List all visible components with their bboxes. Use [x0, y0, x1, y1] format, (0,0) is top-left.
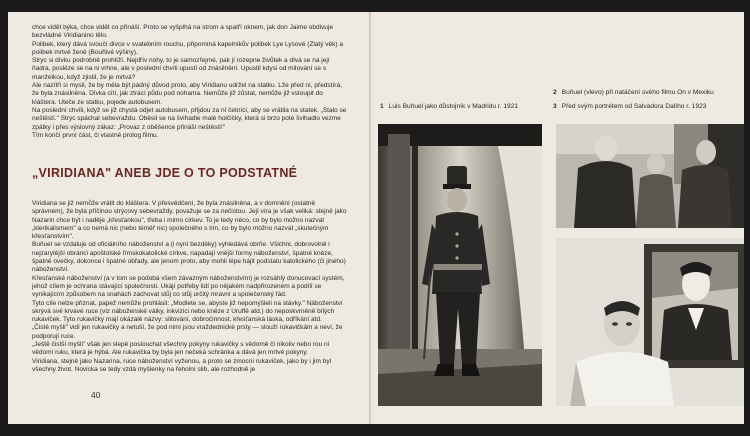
caption-number: 2 [553, 89, 557, 96]
paragraph: Viridiana se již nemůže vrátit do kláštera. V přesvědčení, že byla znásilněna, a v domnění (ostatně správném), že byla příčinou strýcovy sebevraždy, považuje se za nečistou. Její víra je však veliká: stejně jako Nazarin chce být i naděje „křesťankou", třeba i mimo církev. To je tedy něco, co by bylo možno nazvat „klerikalismem" a co nemá nic (nebo téměř nic) společného s tím, co by bylo možno nazvat „skutečným křesťanstvím". [32, 200, 347, 241]
photo-film-set [556, 124, 744, 228]
section-heading: „VIRIDIANA" ANEB JDE O TO PODSTATNÉ [32, 166, 298, 180]
paragraph: Tím končí první část, či vlastně prolog filmu. [32, 131, 159, 139]
caption-text: Luis Buňuel jako důstojník v Madridu r. 1921 [388, 103, 519, 110]
caption-3 [553, 102, 748, 111]
paragraph: chce vidět býka, chce vidět co přináší. Proto se vyšplhá na strom a spatří oknem, jak don Jaime obdivuje bezvládné Viridianino tělo. [32, 24, 333, 40]
paragraph: Na poslední chvíli, když se již chystá odjet autobusem, přijdou za ní četníci, aby se vrátila na statek. „Stalo se neštěstí." Stryc spáchal sebevraždu. Oběsil se na švihadle malé holčičky, která si brzo poté švihadlo vezme zpátky i přes výslovný zákaz: „Provaz z oběšence přináší neštěstí!" [32, 106, 347, 131]
caption-2 [553, 88, 748, 97]
paragraph: Buňuel se vzdaluje od oficiálního náboženství a (i nyní bezděky) vyhledává obrňe. Všichni, dobrovolně i nejzarytější obránci apoštolské římskokatolické církve, napadají vnější formy náboženství, špatné kněze, špatné ovečky, dokonce i špatné obřady, ale jenom proto, aby mohli lépe hájit podstatu katolického (či jiného) náboženství. [32, 241, 346, 274]
photo-officer-madrid [378, 124, 542, 406]
paragraph: Polibek, který dává svoučí dívce v svatebním rouchu, připomíná kapelníkův polibek Lye Lysové (Zlatý věk) a polibek mrtvé ženě (Bouřlivé výšiny). [32, 40, 343, 56]
body-text-block [32, 200, 348, 374]
paragraph: Ale nazítří si myslí, že by měla být pádný důvod proto, aby Viridianu udržel na statku. Lže před ní, předstírá, že byla znásilněna. Dívka cítí, jak ztrácí půdu pod nohama. Nemůže již zůstat, nemůže již vstoupit do kláštera. Uteče ze statku, pojede autobusem. [32, 82, 342, 106]
paragraph: „Čisté myšli" vidí jen rukavičky a netuší, že pod nimi jsou vraždednické prsty — slouží rukavičkám a neví, že podporují ruce. [32, 324, 343, 340]
caption-1 [380, 102, 545, 111]
caption-text: Buňuel (vlevo) při natáčení svého filmu On v Mexiku [561, 89, 714, 96]
top-text-block [32, 24, 348, 140]
paragraph: „Ještě čistší myšli" však jen slepě poslouchat všechny pokyny rukavičky s vědomě či nikoliv nebo rou ni vědomí ruku, která je hýbá. Ale rukavička by byla jen nečeká schránka a dává jen mrtvé pokyny. [32, 341, 330, 357]
paragraph: Tyto cíle nelze přiznat, papež nemůže prohlásit: „Modlete se, abyste již nepomýšleli na stávky." Náboženství skrývá své krvavé ruce (viz náboženské války, inkvizici nebo kněze z Uruffé atd.) do neposkvrněně bílých rukaviček. Tyto rukavičky mají okázalé názvy: slitování, dobročinnost, křesťanská láska, odříkání atd. [32, 299, 343, 324]
page-number: 40 [91, 390, 101, 400]
paragraph: Křesťanské náboženství (a v tom se podobá všem závazným náboženstvím) je rozsáhlý donucovací systém, jehož cílem je ochrana stávající společnosti. Ukájí potřeby lidí po nějakém nadpřirozeném a podílí se vynikajícím způsobem na snahách zachovat stůj co stůj určitý mravní a společenský řád. [32, 274, 345, 299]
caption-text: Před svým portrétem od Salvadora Dalího r. 1923 [561, 103, 707, 110]
paragraph: Stryc si dívku podrobně prohlíží. Nejdřív nohy, to je samozřejmé, pak jí rozepne živůtek a dívá se na její ňadra, posléze se na ni vrhne, ale v poslední chvíli upustí od znásilnění. Upustil kdysi od milování se s manželkou, když zjistil, že je mrtvá? [32, 57, 330, 81]
caption-number: 1 [380, 103, 384, 110]
caption-number: 3 [553, 103, 557, 110]
photo-portrait-dali [556, 238, 744, 406]
paragraph: Viridiana, stejně jako Nazarina, ruce náboženství vyženou, a proto se zmocní rukaviček, jako by i jim byl všechny život. Novicka se tedy vzdá myšlenky na řeholní slib, ale rozhodně je [32, 357, 332, 373]
